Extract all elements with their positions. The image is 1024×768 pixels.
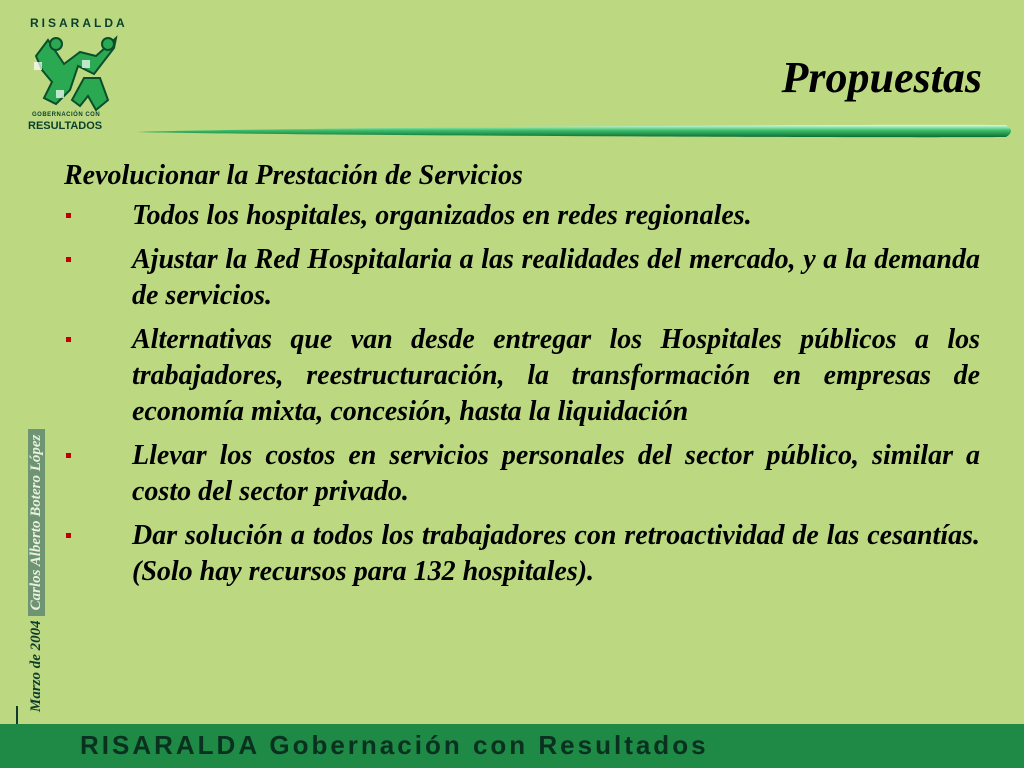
side-caption <box>4 372 44 712</box>
slide-content <box>64 158 980 598</box>
bullet-text: Todos los hospitales, organizados en redes regionales. <box>132 200 752 231</box>
side-date: Marzo de 2004 <box>28 620 44 712</box>
side-caption-text <box>28 372 45 712</box>
bullet-list <box>64 198 980 590</box>
bullet-text: Ajustar la Red Hospitalaria a las realidades del mercado, y a la demanda de servicios. <box>132 244 980 311</box>
bullet-marker-icon <box>66 213 71 218</box>
slide-title: Propuestas <box>781 53 982 102</box>
footer-text: RISARALDA Gobernación con Resultados <box>80 730 709 760</box>
logo-figures-icon <box>26 34 126 112</box>
bullet-text: Dar solución a todos los trabajadores con retroactividad de las cesantías. (Solo hay recursos para 132 hospitales). <box>132 520 980 587</box>
bullet-marker-icon <box>66 453 71 458</box>
slide-subtitle: Revolucionar la Prestación de Servicios <box>64 160 523 191</box>
bullet-item <box>64 518 980 590</box>
bullet-marker-icon <box>66 337 71 342</box>
bullet-item <box>64 322 980 430</box>
bullet-item <box>64 438 980 510</box>
risaralda-logo <box>22 16 130 140</box>
bullet-text: Alternativas que van desde entregar los Hospitales públicos a los trabajadores, reestructuración, la transformación en empresas de economía mixta, concesión, hasta la liquidación <box>132 324 980 427</box>
bullet-marker-icon <box>66 533 71 538</box>
logo-top-text: RISARALDA <box>30 16 128 30</box>
bullet-marker-icon <box>66 257 71 262</box>
footer-banner <box>0 724 1024 768</box>
logo-gov-text: GOBERNACIÓN CON <box>32 112 101 118</box>
logo-res-text: RESULTADOS <box>28 120 103 132</box>
side-author: Carlos Alberto Botero López <box>28 429 45 617</box>
bullet-item <box>64 198 980 234</box>
title-divider <box>136 123 1016 139</box>
bullet-item <box>64 242 980 314</box>
bullet-text: Llevar los costos en servicios personales del sector público, similar a costo del sector privado. <box>132 440 980 507</box>
